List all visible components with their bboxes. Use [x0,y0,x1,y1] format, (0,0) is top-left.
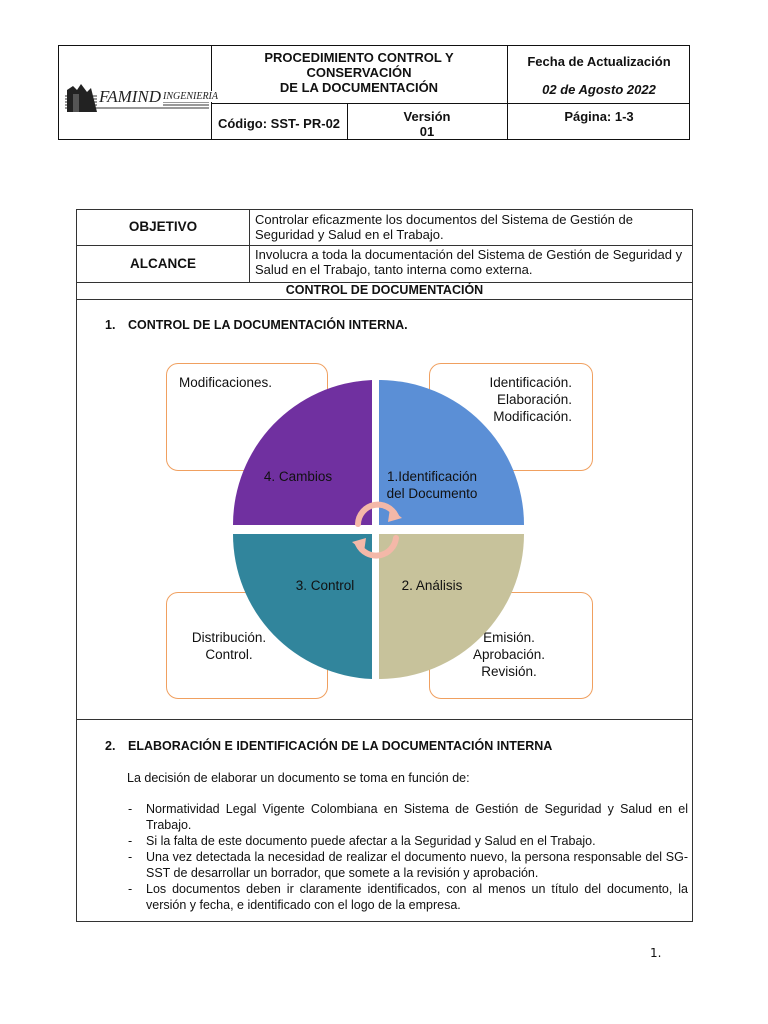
list-item: - Los documentos deben ir claramente identificados, con al menos un título del documento, la versión y fecha, e identificado con el logo de la empresa. [126,881,688,913]
scope-label: ALCANCE [130,256,196,271]
section-1-title: CONTROL DE LA DOCUMENTACIÓN INTERNA. [128,318,408,332]
section-2-intro: La decisión de elaborar un documento se toma en función de: [127,771,470,785]
quadrant-control-label: 3. Control [295,578,355,593]
section-title: CONTROL DE DOCUMENTACIÓN [285,283,484,297]
table-divider [77,245,692,246]
quadrant-control [233,534,372,679]
objective-text: Controlar eficazmente los documentos del Sistema de Gestión de Seguridad y Salud en el Trabajo. [255,212,633,242]
section-2-title: ELABORACIÓN E IDENTIFICACIÓN DE LA DOCUMENTACIÓN INTERNA [128,739,553,753]
page-indicator: Página: 1-3 [564,109,634,124]
scope-text: Involucra a toda la documentación del Sistema de Gestión de Seguridad y Salud en el Trabajo, tanto interna como externa. [255,247,683,277]
logo-text: FAMIND [99,87,162,106]
box-modificaciones: Modificaciones. [166,363,328,471]
list-item: - Normatividad Legal Vigente Colombiana en Sistema de Gestión de Seguridad y Salud en el Trabajo. [126,801,688,833]
page-number: 1. [650,946,662,960]
company-logo [63,76,218,116]
box-identificacion: Identificación. Elaboración. Modificación. [429,363,593,471]
table-divider [77,719,692,720]
quadrant-cambios-label: 4. Cambios [263,469,333,484]
quadrant-identificacion-label: 1.Identificación [386,469,478,484]
document-header [58,45,690,140]
cycle-diagram [230,380,530,680]
list-item: - Una vez detectada la necesidad de realizar el documento nuevo, la persona responsable del SG-SST de desarrollar un borrador, que somete a la revisión y aprobación. [126,849,688,881]
update-label: Fecha de Actualización [527,54,671,69]
quadrant-analisis-label: 2. Análisis [401,578,463,593]
quadrant-analisis [379,534,524,679]
header-divider [211,103,689,104]
quadrant-identificacion [379,380,524,525]
section-1-number: 1. [105,318,116,332]
document-version: Versión 01 [403,109,451,139]
table-divider [77,299,692,300]
quadrant-cambios [233,380,372,525]
list-item: - Si la falta de este documento puede afectar a la Seguridad y Salud en el Trabajo. [126,833,688,849]
document-title: PROCEDIMIENTO CONTROL Y CONSERVACIÓN DE LA DOCUMENTACIÓN [264,50,454,95]
criteria-list [126,801,688,913]
box-emision: Emisión. Aprobación. Revisión. [429,592,593,699]
document-code: Código: SST- PR-02 [217,116,341,131]
update-date: 02 de Agosto 2022 [542,82,656,97]
quadrant-identificacion-label-2: del Documento [386,486,478,501]
objective-label: OBJETIVO [128,219,198,234]
table-divider [249,210,250,282]
box-distribucion: Distribución. Control. [166,592,328,699]
logo-subtext: INGENIERIA [163,91,218,102]
section-2-number: 2. [105,739,116,753]
